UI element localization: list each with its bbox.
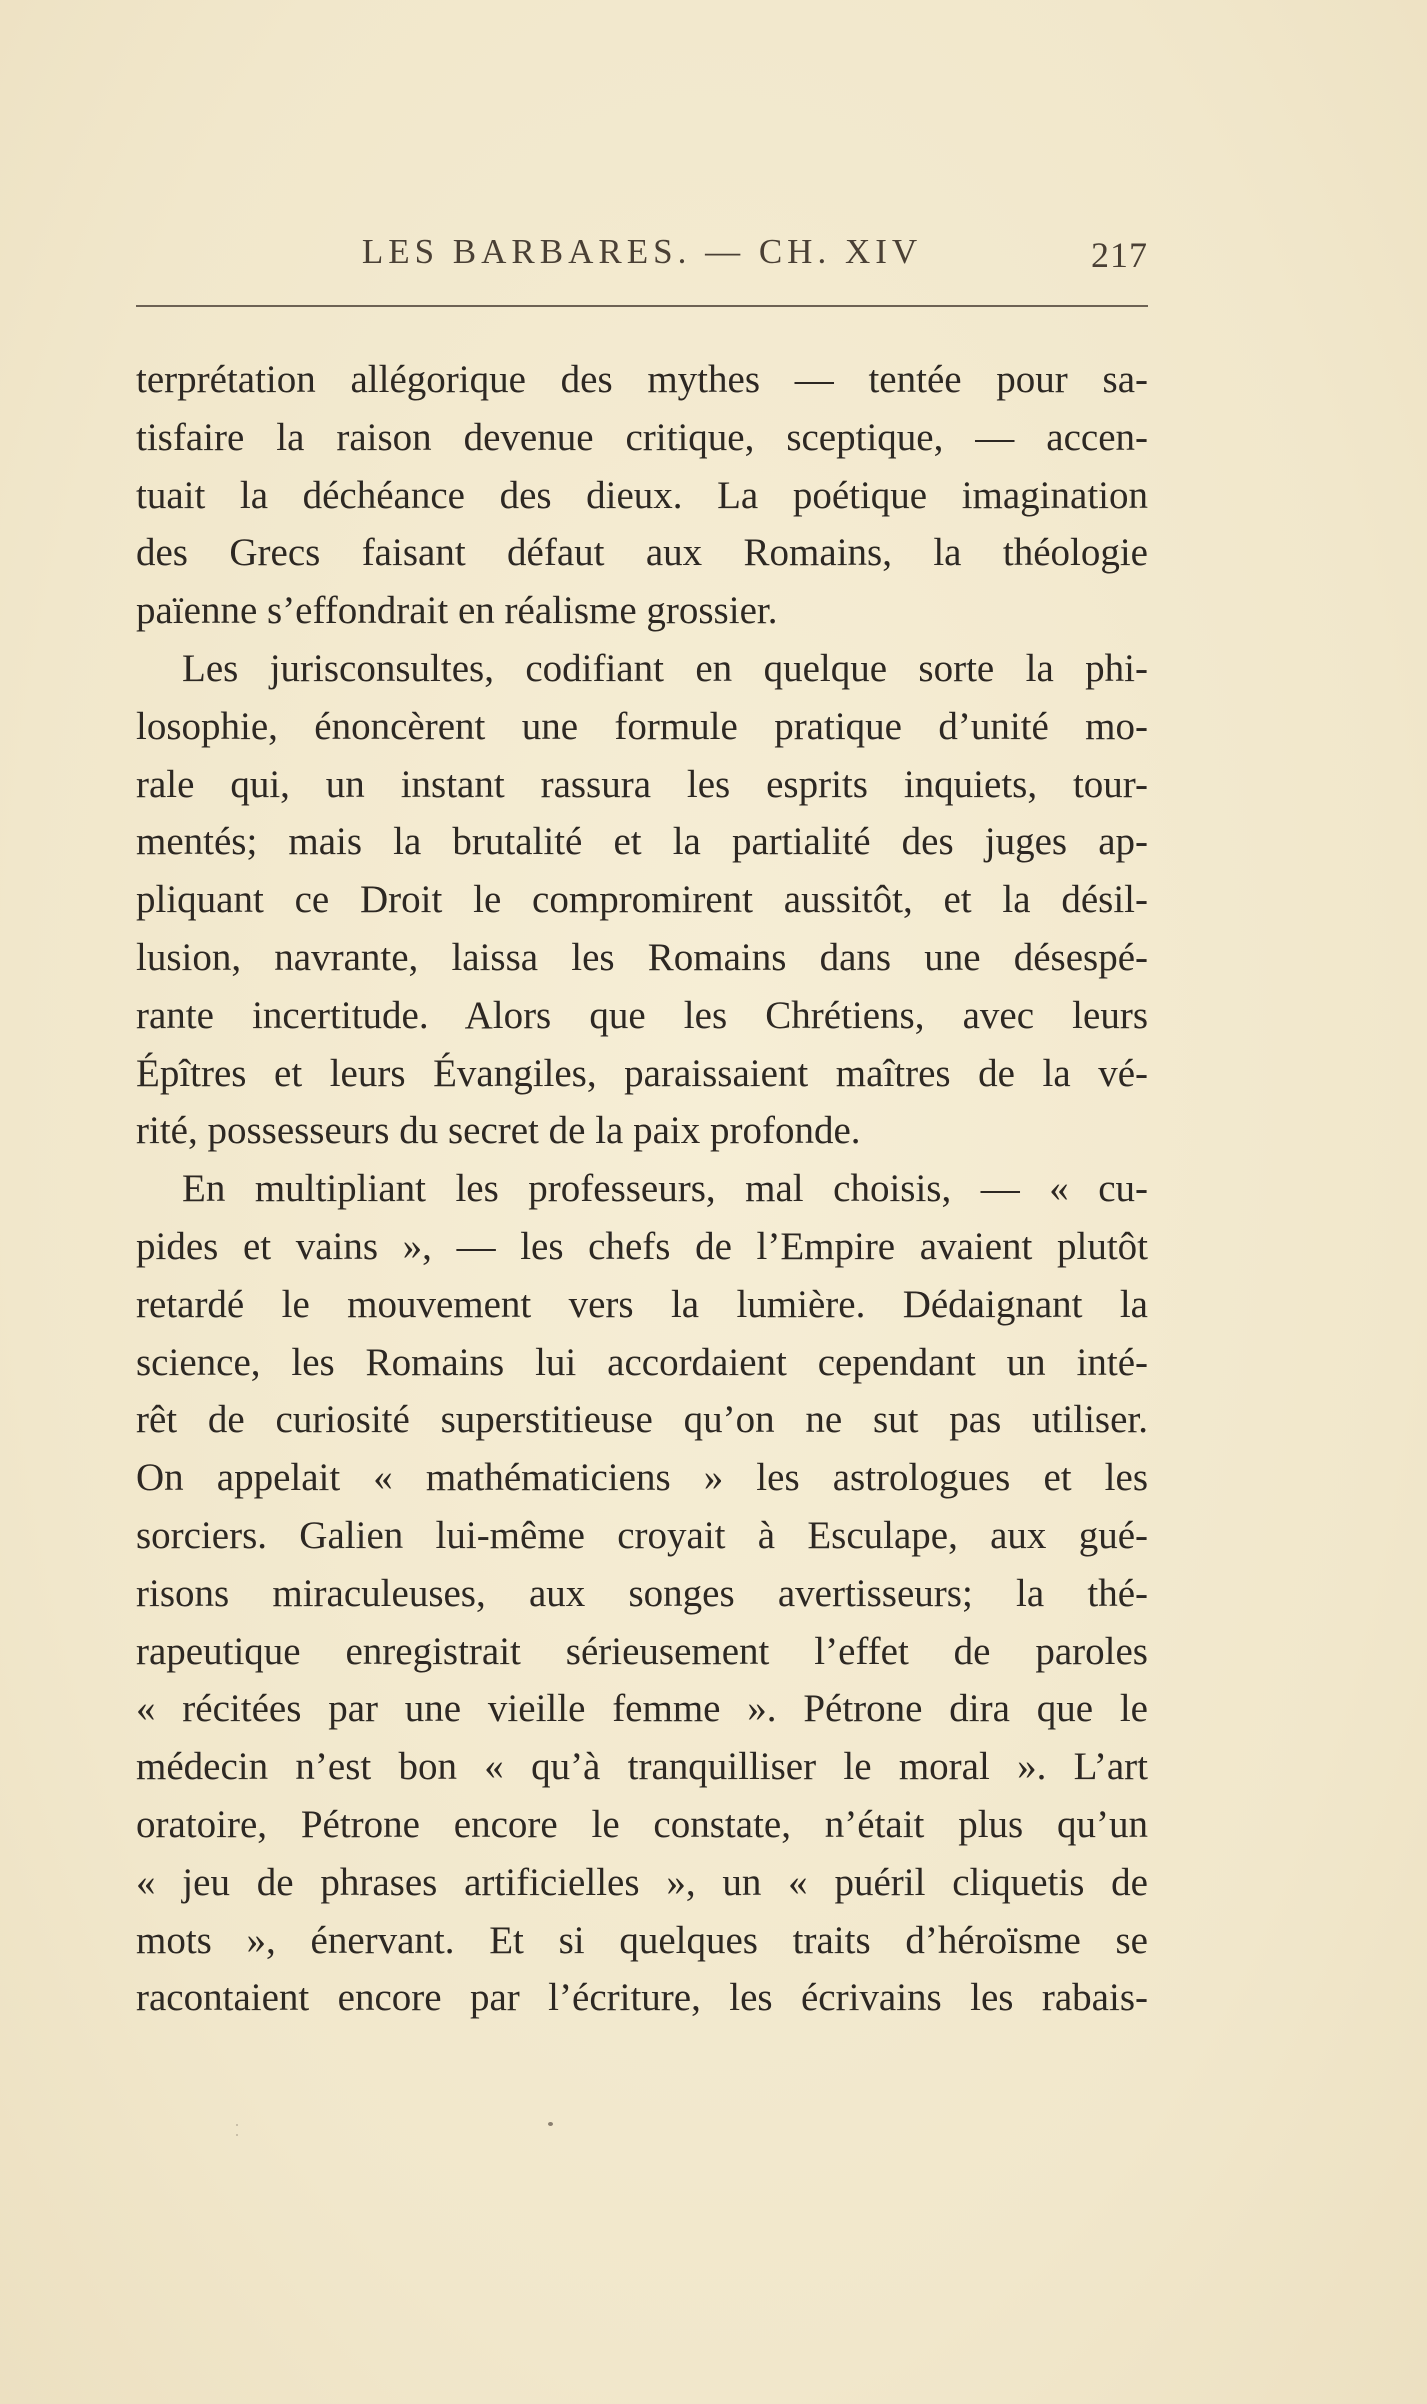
text-line: Les jurisconsultes, codifiant en quelque sorte la phi-: [182, 646, 1148, 690]
text-line: risons miraculeuses, aux songes avertisseurs; la thé-: [136, 1571, 1148, 1615]
text-line: tisfaire la raison devenue critique, sceptique, — accen-: [136, 415, 1148, 459]
text-line: sorciers. Galien lui-même croyait à Esculape, aux gué-: [136, 1513, 1148, 1557]
text-line: mentés; mais la brutalité et la partialité des juges ap-: [136, 820, 1148, 864]
print-speck: [236, 2134, 238, 2136]
text-line: mots », énervant. Et si quelques traits d’héroïsme se: [136, 1918, 1148, 1962]
page-number: 217: [1091, 235, 1148, 275]
header-rule: [136, 305, 1148, 307]
text-line: lusion, navrante, laissa les Romains dans une désespé-: [136, 935, 1148, 979]
text-line: rêt de curiosité superstitieuse qu’on ne sut pas utiliser.: [136, 1398, 1148, 1442]
running-title: LES BARBARES. — CH. XIV: [361, 232, 923, 271]
text-line: racontaient encore par l’écriture, les écrivains les rabais-: [136, 1976, 1148, 2020]
text-line: « récitées par une vieille femme ». Pétrone dira que le: [136, 1687, 1148, 1731]
text-line: rité, possesseurs du secret de la paix profonde.: [136, 1109, 861, 1153]
text-line: science, les Romains lui accordaient cependant un inté-: [136, 1340, 1148, 1384]
running-head: [136, 226, 1148, 286]
text-line: pides et vains », — les chefs de l’Empire avaient plutôt: [136, 1224, 1148, 1268]
text-line: rale qui, un instant rassura les esprits inquiets, tour-: [136, 762, 1148, 806]
text-line: oratoire, Pétrone encore le constate, n’était plus qu’un: [136, 1802, 1148, 1846]
text-line: En multipliant les professeurs, mal choisis, — « cu-: [182, 1167, 1148, 1211]
print-speck: [236, 2124, 238, 2126]
text-line: « jeu de phrases artificielles », un « puéril cliquetis de: [136, 1860, 1148, 1904]
text-line: païenne s’effondrait en réalisme grossier.: [136, 589, 778, 633]
text-line: des Grecs faisant défaut aux Romains, la théologie: [136, 531, 1148, 575]
text-line: rapeutique enregistrait sérieusement l’effet de paroles: [136, 1629, 1148, 1673]
text-line: médecin n’est bon « qu’à tranquilliser le moral ». L’art: [136, 1745, 1148, 1789]
text-line: On appelait « mathématiciens » les astrologues et les: [136, 1456, 1148, 1500]
text-line: retardé le mouvement vers la lumière. Dédaignant la: [136, 1282, 1148, 1326]
text-line: pliquant ce Droit le compromirent aussitôt, et la désil-: [136, 878, 1148, 922]
text-line: terprétation allégorique des mythes — tentée pour sa-: [136, 358, 1148, 401]
text-line: tuait la déchéance des dieux. La poétique imagination: [136, 473, 1148, 517]
print-speck: [548, 2122, 553, 2126]
text-line: rante incertitude. Alors que les Chrétiens, avec leurs: [136, 993, 1148, 1037]
body-text: [136, 351, 1148, 2027]
text-line: Épîtres et leurs Évangiles, paraissaient maîtres de la vé-: [136, 1051, 1148, 1095]
text-line: losophie, énoncèrent une formule pratique d’unité mo-: [136, 704, 1148, 748]
